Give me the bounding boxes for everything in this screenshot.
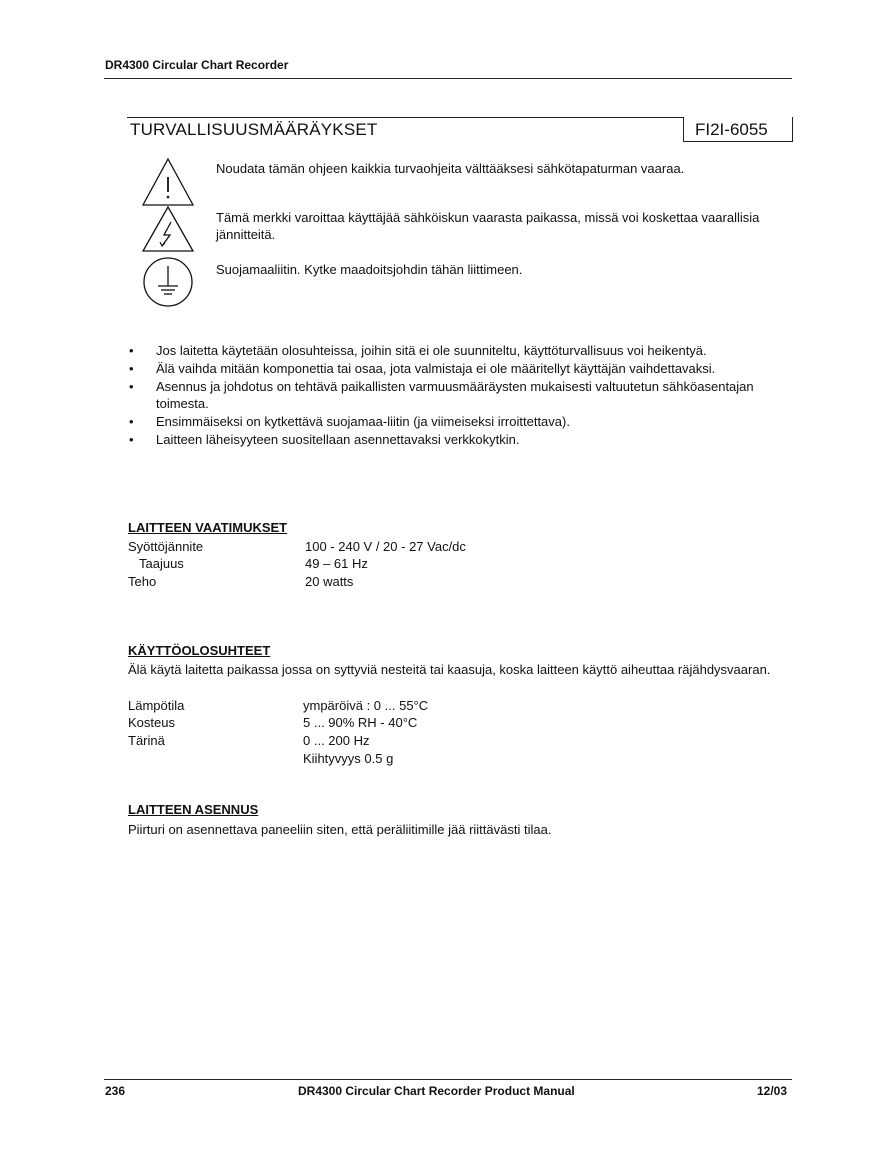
condition-label: Tärinä [128, 733, 165, 748]
title-rule [127, 117, 683, 118]
list-item: • Jos laitetta käytetään olosuhteissa, joihin sitä ei ole suunniteltu, käyttöturvallisuus voi heikentyä. [129, 343, 707, 358]
list-item: • Älä vaihda mitään komponettia tai osaa, jota valmistaja ei ole määritellyt käyttäjän vaihdettavaksi. [129, 361, 716, 376]
bullet-glyph: • [129, 343, 134, 358]
electric-shock-triangle-icon [140, 204, 196, 254]
conditions-heading: KÄYTTÖOLOSUHTEET [128, 643, 271, 658]
conditions-intro: Älä käytä laitetta paikassa jossa on syttyviä nesteitä tai kaasuja, koska laitteen käyttö aiheuttaa räjähdysvaaran. [128, 662, 771, 677]
running-header: DR4300 Circular Chart Recorder [105, 58, 289, 72]
safety-bullet-list [127, 342, 787, 449]
requirement-label: Teho [128, 574, 157, 589]
bullet-glyph: • [129, 432, 134, 447]
list-item: • Laitteen läheisyyteen suositellaan asennettavaksi verkkokytkin. [129, 432, 520, 447]
condition-label: Lämpötila [128, 698, 185, 713]
footer-divider [104, 1079, 792, 1080]
requirements-heading: LAITTEEN VAATIMUKSET [128, 520, 288, 535]
footer-date: 12/03 [757, 1084, 788, 1098]
condition-value: 0 ... 200 Hz [303, 733, 370, 748]
list-item: • Ensimmäiseksi on kytkettävä suojamaa-liitin (ja viimeiseksi irroittettava). [129, 414, 570, 429]
condition-value: Kiihtyvyys 0.5 g [303, 751, 394, 766]
header-divider [104, 78, 792, 79]
requirement-value: 49 – 61 Hz [305, 556, 368, 571]
ground-terminal-icon [140, 256, 196, 308]
warning-triangle-icon [140, 156, 196, 208]
installation-heading: LAITTEEN ASENNUS [128, 802, 259, 817]
requirement-value: 20 watts [305, 574, 354, 589]
document-code: FI2I-6055 [695, 120, 768, 139]
symbol-ground-text: Suojamaaliitin. Kytke maadoitsjohdin tähän liittimeen. [216, 262, 523, 277]
condition-label: Kosteus [128, 715, 175, 730]
condition-value: 5 ... 90% RH - 40°C [303, 715, 418, 730]
footer-title: DR4300 Circular Chart Recorder Product Manual [298, 1084, 575, 1098]
installation-text: Piirturi on asennettava paneeliin siten, että peräliitimille jää riittävästi tilaa. [128, 822, 552, 837]
symbol-warning-text: Noudata tämän ohjeen kaikkia turvaohjeita välttääksesi sähkötapaturman vaaraa. [216, 161, 685, 176]
list-item: • Asennus ja johdotus on tehtävä paikallisten varmuusmääräysten mukaisesti valtuutetun sähköasentajan toimesta. [129, 379, 754, 411]
page-number: 236 [105, 1084, 126, 1098]
requirement-label: Taajuus [139, 556, 184, 571]
requirement-label: Syöttöjännite [128, 539, 204, 554]
requirement-value: 100 - 240 V / 20 - 27 Vac/dc [305, 539, 466, 554]
bullet-glyph: • [129, 361, 134, 376]
symbol-shock-text: Tämä merkki varoittaa käyttäjää sähköiskun vaarasta paikassa, missä voi koskettaa vaarallisia jännitteitä. [216, 210, 760, 242]
condition-value: ympäröivä : 0 ... 55°C [303, 698, 429, 713]
section-title: TURVALLISUUSMÄÄRÄYKSET [130, 120, 378, 139]
bullet-glyph: • [129, 379, 134, 394]
bullet-glyph: • [129, 414, 134, 429]
